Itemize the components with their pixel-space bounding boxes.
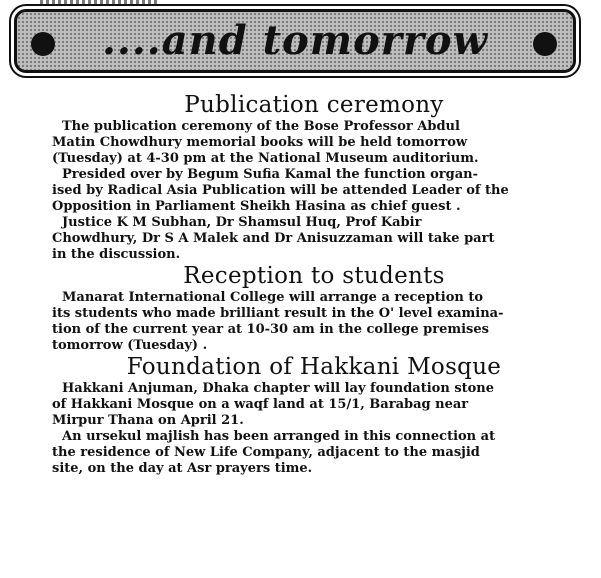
- text-line: Chowdhury, Dr S A Malek and Dr Anisuzzaman will take part: [52, 231, 495, 246]
- text-line: Justice K M Subhan, Dr Shamsul Huq, Prof Kabir: [62, 215, 422, 230]
- text-line: An ursekul majlish has been arranged in this connection at: [62, 429, 496, 444]
- text-line: of Hakkani Mosque on a waqf land at 15/1, Barabag near: [52, 397, 469, 412]
- article-column: [52, 92, 576, 477]
- article-foundation-hakkani-mosque: [52, 381, 576, 477]
- bullet-dot-right: [533, 32, 557, 56]
- text-line: in the discussion.: [52, 247, 181, 262]
- article-reception-to-students: [52, 290, 576, 354]
- text-line: Matin Chowdhury memorial books will be held tomorrow: [52, 135, 468, 150]
- text-line: Mirpur Thana on April 21.: [52, 413, 244, 428]
- section-banner: [14, 9, 576, 73]
- text-line: tomorrow (Tuesday) .: [52, 338, 208, 353]
- text-line: Hakkani Anjuman, Dhaka chapter will lay foundation stone: [62, 381, 495, 396]
- banner-title: ....and tomorrow: [101, 17, 489, 64]
- text-line: The publication ceremony of the Bose Professor Abdul: [62, 119, 460, 134]
- section-heading-hakkani: Foundation of Hakkani Mosque: [126, 354, 502, 380]
- text-line: the residence of New Life Company, adjacent to the masjid: [52, 445, 480, 460]
- text-line: tion of the current year at 10-30 am in the college premises: [52, 322, 489, 337]
- section-heading-publication: Publication ceremony: [184, 92, 444, 118]
- text-line: Presided over by Begum Sufia Kamal the function organ-: [62, 167, 478, 182]
- text-line: its students who made brilliant result in the O' level examina-: [52, 306, 504, 321]
- text-line: Manarat International College will arrange a reception to: [62, 290, 484, 305]
- text-line: (Tuesday) at 4-30 pm at the National Museum auditorium.: [52, 151, 479, 166]
- text-line: ised by Radical Asia Publication will be attended Leader of the: [52, 183, 509, 198]
- clipped-text-strip: [40, 0, 160, 5]
- text-line: Opposition in Parliament Sheikh Hasina as chief guest .: [52, 199, 461, 214]
- text-line: site, on the day at Asr prayers time.: [52, 461, 313, 476]
- section-heading-reception: Reception to students: [183, 263, 445, 289]
- article-publication-ceremony: [52, 119, 576, 263]
